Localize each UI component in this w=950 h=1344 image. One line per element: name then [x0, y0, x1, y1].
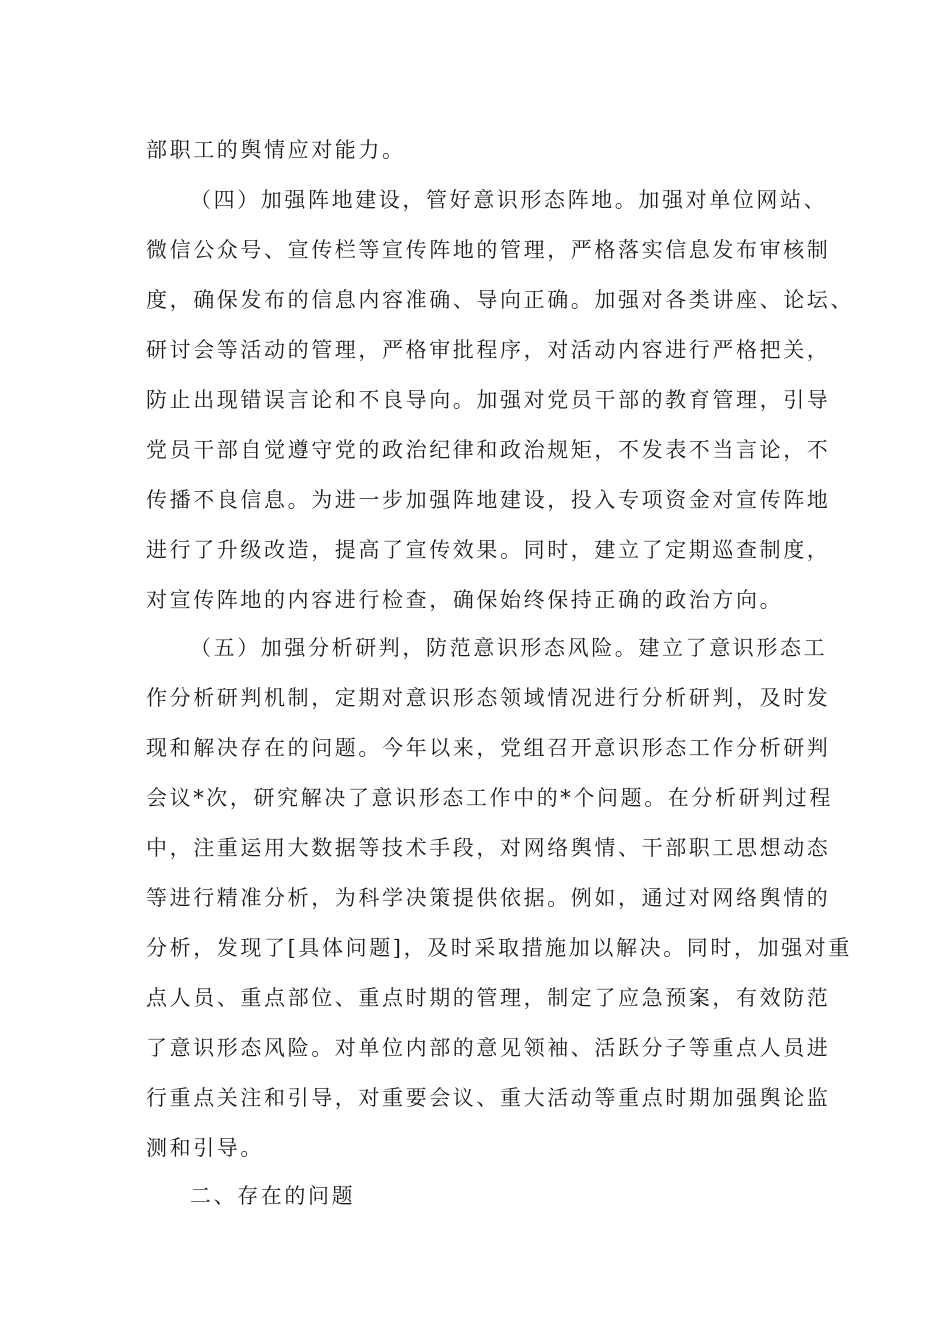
text-line: 度，确保发布的信息内容准确、导向正确。加强对各类讲座、论坛、: [146, 288, 854, 312]
text-line: 党员干部自觉遵守党的政治纪律和政治规矩，不发表不当言论，不: [146, 438, 831, 462]
paragraph-heading-5: （五）加强分析研判，防范意识形态风险。建立了意识形态工: [190, 636, 828, 660]
text-line: 进行了升级改造，提高了宣传效果。同时，建立了定期巡查制度，: [146, 538, 831, 562]
text-line: 会议*次，研究解决了意识形态工作中的*个问题。在分析研判过程: [146, 786, 833, 810]
text-line: 作分析研判机制，定期对意识形态领域情况进行分析研判，及时发: [146, 686, 831, 710]
text-line: 了意识形态风险。对单位内部的意见领袖、活跃分子等重点人员进: [146, 1036, 831, 1060]
text-line: 部职工的舆情应对能力。: [146, 138, 406, 162]
text-line: 现和解决存在的问题。今年以来，党组召开意识形态工作分析研判: [146, 736, 831, 760]
text-line: 研讨会等活动的管理，严格审批程序，对活动内容进行严格把关，: [146, 338, 831, 362]
text-line: 传播不良信息。为进一步加强阵地建设，投入专项资金对宣传阵地: [146, 488, 831, 512]
text-line: 测和引导。: [146, 1136, 264, 1160]
text-line: 分析，发现了[具体问题]，及时采取措施加以解决。同时，加强对重: [146, 936, 852, 960]
text-line: 防止出现错误言论和不良导向。加强对党员干部的教育管理，引导: [146, 388, 831, 412]
text-line: 行重点关注和引导，对重要会议、重大活动等重点时期加强舆论监: [146, 1086, 831, 1110]
text-line: 对宣传阵地的内容进行检查，确保始终保持正确的政治方向。: [146, 588, 784, 612]
text-line: 点人员、重点部位、重点时期的管理，制定了应急预案，有效防范: [146, 986, 831, 1010]
text-line: 等进行精准分析，为科学决策提供依据。例如，通过对网络舆情的: [146, 886, 831, 910]
section-heading: 二、存在的问题: [190, 1184, 356, 1208]
text-line: 微信公众号、宣传栏等宣传阵地的管理，严格落实信息发布审核制: [146, 238, 831, 262]
paragraph-heading-4: （四）加强阵地建设，管好意识形态阵地。加强对单位网站、: [190, 188, 828, 212]
text-line: 中，注重运用大数据等技术手段，对网络舆情、干部职工思想动态: [146, 836, 831, 860]
